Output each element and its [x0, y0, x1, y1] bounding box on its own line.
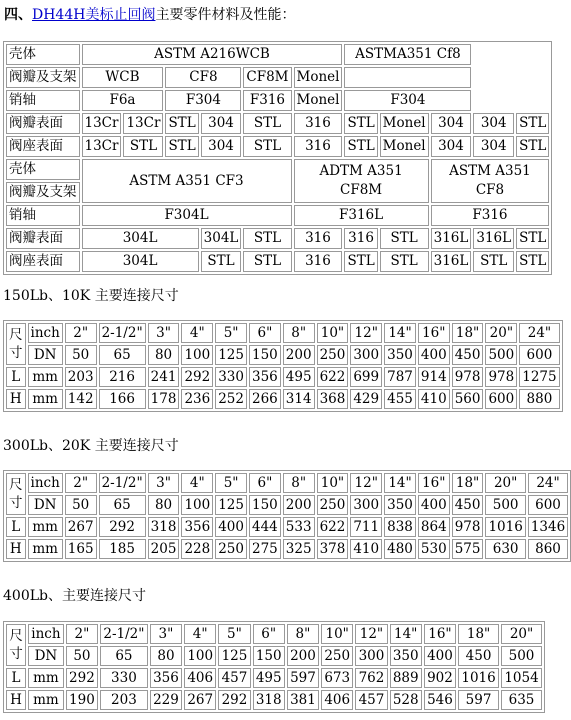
material-cell: F6a: [82, 90, 164, 111]
dimensions-table-400lb: [3, 621, 545, 713]
materials-row: [6, 228, 549, 249]
material-cell: ASTM A351 CF3: [82, 159, 292, 203]
material-cell: ASTMA351 Cf8: [344, 44, 471, 65]
dimension-row: [6, 668, 542, 688]
dimension-cell: 6": [249, 473, 281, 493]
material-cell: 13Cr: [82, 136, 122, 157]
dimension-cell: 125: [215, 495, 247, 515]
material-cell: F316: [243, 90, 291, 111]
dimension-label: L: [6, 367, 26, 387]
dimension-cell: 3": [150, 624, 182, 644]
dimension-cell: 978: [452, 517, 484, 537]
dimension-cell: 635: [501, 690, 542, 710]
dimension-cell: 2-1/2": [99, 323, 146, 343]
dimension-cell: 125: [215, 345, 247, 365]
dimension-cell: 292: [99, 517, 146, 537]
dimension-cell: 400: [424, 646, 456, 666]
dimension-label: DN: [28, 495, 63, 515]
material-cell: 304L: [82, 228, 199, 249]
material-cell: Monel: [380, 113, 429, 134]
dimension-cell: 50: [65, 495, 97, 515]
dimension-label: H: [6, 539, 26, 559]
dimension-cell: 250: [317, 495, 349, 515]
dimension-cell: 330: [100, 668, 148, 688]
dimension-cell: 200: [283, 345, 315, 365]
dimension-cell: 762: [355, 668, 387, 688]
material-cell: 316L: [431, 251, 472, 272]
dimension-cell: 203: [100, 690, 148, 710]
row-label: 阀瓣及支架: [6, 67, 80, 88]
dimension-cell: 450: [458, 646, 499, 666]
dimension-cell: 860: [528, 539, 568, 559]
dimension-cell: 80: [150, 646, 182, 666]
dimension-row: [6, 646, 542, 666]
dimension-cell: 65: [99, 495, 146, 515]
dimension-cell: 444: [249, 517, 281, 537]
dimension-cell: 20": [485, 473, 525, 493]
dimension-cell: 200: [287, 646, 319, 666]
caption-400lb: 400Lb、主要连接尺寸: [3, 588, 146, 604]
material-cell: Monel: [380, 136, 429, 157]
dimension-cell: 2": [65, 323, 97, 343]
dimension-cell: 1346: [528, 517, 568, 537]
row-label: 阀瓣及支架: [6, 182, 80, 203]
dimension-cell: 368: [317, 389, 349, 409]
dimension-row: [6, 624, 542, 644]
dimension-cell: 203: [65, 367, 97, 387]
dimension-cell: 150: [249, 495, 281, 515]
dimension-cell: 252: [215, 389, 247, 409]
dimension-cell: 241: [148, 367, 180, 387]
dimension-cell: 381: [287, 690, 319, 710]
dimension-label: L: [6, 517, 26, 537]
material-cell: STL: [165, 113, 198, 134]
materials-row: [6, 205, 549, 226]
material-cell: 304: [431, 113, 472, 134]
dimension-cell: 2": [65, 473, 97, 493]
size-label: 尺寸: [6, 323, 26, 365]
dimension-cell: 18": [452, 473, 484, 493]
dimension-label: DN: [28, 345, 63, 365]
material-cell: 304: [431, 136, 472, 157]
dimension-cell: 495: [283, 367, 315, 387]
material-cell: ADTM A351 CF8M: [294, 159, 429, 203]
dimension-cell: 500: [485, 345, 517, 365]
dimension-cell: 14": [390, 624, 422, 644]
materials-row: [6, 113, 549, 134]
dimension-label: H: [6, 690, 26, 710]
dimension-cell: 400: [418, 495, 450, 515]
dimension-cell: 480: [384, 539, 416, 559]
material-cell: F304: [344, 90, 471, 111]
dimension-cell: 2": [66, 624, 98, 644]
dimension-cell: 787: [384, 367, 416, 387]
material-cell: Monel: [294, 90, 343, 111]
material-cell: STL: [243, 136, 291, 157]
material-cell: 304L: [201, 228, 242, 249]
dimension-cell: 2-1/2": [100, 624, 148, 644]
materials-row: [6, 44, 549, 65]
dimension-cell: 20": [501, 624, 542, 644]
dimension-cell: 292: [66, 668, 98, 688]
dimension-row: [6, 495, 568, 515]
material-cell: 13Cr: [123, 113, 163, 134]
dimension-cell: 267: [65, 517, 97, 537]
row-label: 销轴: [6, 205, 80, 226]
dimension-row: [6, 539, 568, 559]
dimension-cell: 200: [283, 495, 315, 515]
material-cell: 316L: [473, 228, 514, 249]
materials-row: [6, 67, 549, 88]
dimension-cell: 914: [418, 367, 450, 387]
dimension-cell: 560: [452, 389, 484, 409]
dimension-cell: 250: [321, 646, 353, 666]
dimension-cell: 292: [218, 690, 250, 710]
dimension-label: mm: [28, 367, 63, 387]
dimension-cell: 978: [485, 367, 517, 387]
material-cell: STL: [243, 251, 291, 272]
dimension-cell: 600: [485, 389, 517, 409]
material-cell: STL: [123, 136, 163, 157]
dimension-cell: 12": [350, 473, 382, 493]
material-cell: CF8: [165, 67, 241, 88]
dimension-cell: 1275: [519, 367, 559, 387]
dimension-label: inch: [28, 473, 63, 493]
dimension-cell: 14": [384, 473, 416, 493]
material-cell: 316L: [431, 228, 472, 249]
dimension-cell: 8": [283, 473, 315, 493]
dimension-cell: 1016: [458, 668, 499, 688]
row-label: 阀瓣表面: [6, 228, 80, 249]
dimension-cell: 5": [215, 323, 247, 343]
material-cell: 316: [344, 228, 377, 249]
material-cell: 316: [294, 136, 343, 157]
dimension-cell: 300: [350, 495, 382, 515]
dimension-cell: 978: [452, 367, 484, 387]
dimension-cell: 1054: [501, 668, 542, 688]
dimension-cell: 600: [519, 345, 559, 365]
dimension-cell: 292: [181, 367, 213, 387]
dimension-cell: 450: [452, 345, 484, 365]
dimension-cell: 150: [249, 345, 281, 365]
dimension-cell: 18": [452, 323, 484, 343]
section-heading: [4, 4, 295, 24]
dimension-cell: 228: [181, 539, 213, 559]
row-label: 阀座表面: [6, 136, 80, 157]
material-cell: STL: [243, 228, 291, 249]
material-cell: F316L: [294, 205, 429, 226]
dimension-row: [6, 473, 568, 493]
dimension-cell: 4": [184, 624, 216, 644]
dimension-cell: 24": [519, 323, 559, 343]
dimension-cell: 5": [215, 473, 247, 493]
row-label: 阀座表面: [6, 251, 80, 272]
dimension-cell: 356: [181, 517, 213, 537]
dimension-cell: 330: [215, 367, 247, 387]
dimension-cell: 410: [350, 539, 382, 559]
dimension-label: inch: [28, 323, 63, 343]
dimension-cell: 350: [384, 495, 416, 515]
dimension-cell: 406: [184, 668, 216, 688]
dimension-cell: 250: [215, 539, 247, 559]
dimension-cell: 150: [253, 646, 285, 666]
material-cell: 304: [201, 136, 242, 157]
dimension-label: L: [6, 668, 26, 688]
material-cell: STL: [201, 251, 242, 272]
dimension-cell: 495: [253, 668, 285, 688]
material-cell: STL: [380, 251, 429, 272]
material-cell: 304: [473, 136, 514, 157]
row-label: 壳体: [6, 159, 80, 180]
dimension-cell: 100: [181, 345, 213, 365]
dimension-label: H: [6, 389, 26, 409]
dimensions-table-150lb: [3, 320, 563, 412]
dimension-cell: 314: [283, 389, 315, 409]
heading-prefix: 四、: [4, 7, 32, 23]
dimension-cell: 16": [424, 624, 456, 644]
dimensions-table-300lb: [3, 470, 571, 562]
dimension-cell: 450: [452, 495, 484, 515]
dimension-label: mm: [28, 517, 63, 537]
dimension-cell: 318: [253, 690, 285, 710]
material-cell: Monel: [294, 67, 343, 88]
material-cell: ASTM A216WCB: [82, 44, 343, 65]
dimension-cell: 325: [283, 539, 315, 559]
heading-suffix: 主要零件材料及性能：: [155, 7, 296, 23]
dimension-cell: 8": [283, 323, 315, 343]
dimension-cell: 236: [181, 389, 213, 409]
dimension-cell: 185: [99, 539, 146, 559]
material-cell: STL: [516, 228, 549, 249]
material-cell: ASTM A351 CF8: [431, 159, 550, 203]
dimension-cell: 250: [317, 345, 349, 365]
dimension-cell: 356: [150, 668, 182, 688]
material-cell: STL: [473, 251, 514, 272]
material-cell: WCB: [82, 67, 164, 88]
material-cell: 316: [294, 113, 343, 134]
dimension-cell: 24": [528, 473, 568, 493]
material-cell: CF8M: [243, 67, 291, 88]
materials-table: [3, 41, 552, 275]
material-cell: STL: [165, 136, 198, 157]
dimension-cell: 410: [418, 389, 450, 409]
size-label: 尺寸: [6, 473, 26, 515]
dimension-cell: 65: [100, 646, 148, 666]
dimension-cell: 12": [355, 624, 387, 644]
dimension-row: [6, 323, 560, 343]
dimension-cell: 16": [418, 473, 450, 493]
dimension-cell: 229: [150, 690, 182, 710]
dimension-cell: 457: [218, 668, 250, 688]
dimension-cell: 4": [181, 323, 213, 343]
dimension-cell: 190: [66, 690, 98, 710]
dimension-cell: 500: [501, 646, 542, 666]
materials-row: [6, 90, 549, 111]
dimension-cell: 889: [390, 668, 422, 688]
dimension-cell: 14": [384, 323, 416, 343]
dimension-cell: 622: [317, 517, 349, 537]
dimension-cell: 6": [253, 624, 285, 644]
dimension-cell: 378: [317, 539, 349, 559]
material-cell: 316: [294, 228, 343, 249]
dimension-cell: 528: [390, 690, 422, 710]
caption-300lb: 300Lb、20K 主要连接尺寸: [3, 438, 179, 454]
dimension-cell: 275: [249, 539, 281, 559]
dimension-cell: 65: [99, 345, 146, 365]
dimension-cell: 356: [249, 367, 281, 387]
dimension-cell: 530: [418, 539, 450, 559]
material-cell: F304: [165, 90, 241, 111]
dimension-cell: 10": [317, 323, 349, 343]
dimension-cell: 318: [148, 517, 180, 537]
dimension-cell: 216: [99, 367, 146, 387]
dimension-label: mm: [28, 389, 63, 409]
dimension-cell: 864: [418, 517, 450, 537]
dimension-cell: 429: [350, 389, 382, 409]
dimension-cell: 400: [215, 517, 247, 537]
dimension-cell: 10": [321, 624, 353, 644]
dimension-cell: 80: [148, 345, 180, 365]
dimension-cell: 10": [317, 473, 349, 493]
dimension-cell: 4": [181, 473, 213, 493]
dimension-label: mm: [28, 690, 64, 710]
dimension-cell: 50: [65, 345, 97, 365]
dimension-cell: 575: [452, 539, 484, 559]
material-cell: STL: [344, 251, 377, 272]
row-label: 销轴: [6, 90, 80, 111]
material-cell: STL: [344, 113, 377, 134]
dimension-cell: 142: [65, 389, 97, 409]
material-cell: F304L: [82, 205, 292, 226]
material-cell: 316: [294, 251, 343, 272]
dimension-cell: 6": [249, 323, 281, 343]
dimension-row: [6, 345, 560, 365]
dimension-cell: 711: [350, 517, 382, 537]
materials-row: [6, 159, 549, 180]
row-label: 阀瓣表面: [6, 113, 80, 134]
size-label: 尺寸: [6, 624, 26, 666]
dimension-cell: 597: [287, 668, 319, 688]
material-cell: 304: [473, 113, 514, 134]
dimension-cell: 20": [485, 323, 517, 343]
material-cell: STL: [516, 136, 549, 157]
material-cell: 304: [201, 113, 242, 134]
dimension-cell: 902: [424, 668, 456, 688]
dimension-row: [6, 389, 560, 409]
dimension-cell: 699: [350, 367, 382, 387]
material-cell: STL: [516, 251, 549, 272]
dimension-cell: 673: [321, 668, 353, 688]
material-cell: STL: [516, 113, 549, 134]
material-cell: STL: [243, 113, 291, 134]
dimension-cell: 16": [418, 323, 450, 343]
dimension-cell: 838: [384, 517, 416, 537]
dimension-cell: 350: [390, 646, 422, 666]
dimension-cell: 300: [355, 646, 387, 666]
dimension-cell: 500: [485, 495, 525, 515]
product-link[interactable]: DH44H美标止回阀: [32, 7, 156, 23]
dimension-cell: 18": [458, 624, 499, 644]
dimension-cell: 350: [384, 345, 416, 365]
dimension-cell: 178: [148, 389, 180, 409]
materials-row: [6, 136, 549, 157]
dimension-cell: 205: [148, 539, 180, 559]
dimension-label: inch: [28, 624, 64, 644]
material-cell: STL: [380, 228, 429, 249]
dimension-cell: 300: [350, 345, 382, 365]
dimension-row: [6, 517, 568, 537]
dimension-cell: 622: [317, 367, 349, 387]
dimension-cell: 457: [355, 690, 387, 710]
material-cell: 304L: [82, 251, 199, 272]
dimension-label: mm: [28, 668, 64, 688]
dimension-cell: 50: [66, 646, 98, 666]
dimension-cell: 1016: [485, 517, 525, 537]
dimension-cell: 600: [528, 495, 568, 515]
dimension-cell: 5": [218, 624, 250, 644]
dimension-label: mm: [28, 539, 63, 559]
dimension-cell: 880: [519, 389, 559, 409]
dimension-cell: 3": [148, 473, 180, 493]
dimension-cell: 3": [148, 323, 180, 343]
dimension-row: [6, 690, 542, 710]
dimension-cell: 400: [418, 345, 450, 365]
dimension-cell: 125: [218, 646, 250, 666]
dimension-cell: 100: [181, 495, 213, 515]
materials-row: [6, 251, 549, 272]
dimension-cell: 166: [99, 389, 146, 409]
dimension-cell: 597: [458, 690, 499, 710]
material-cell: 13Cr: [82, 113, 122, 134]
dimension-cell: 80: [148, 495, 180, 515]
row-label: 壳体: [6, 44, 80, 65]
dimension-cell: 165: [65, 539, 97, 559]
dimension-cell: 546: [424, 690, 456, 710]
dimension-cell: 8": [287, 624, 319, 644]
dimension-cell: 533: [283, 517, 315, 537]
dimension-cell: 100: [184, 646, 216, 666]
dimension-cell: 630: [485, 539, 525, 559]
dimension-cell: 266: [249, 389, 281, 409]
material-cell: [344, 67, 471, 88]
caption-150lb: 150Lb、10K 主要连接尺寸: [3, 288, 179, 304]
dimension-row: [6, 367, 560, 387]
dimension-cell: 12": [350, 323, 382, 343]
material-cell: F316: [431, 205, 550, 226]
dimension-label: DN: [28, 646, 64, 666]
dimension-cell: 406: [321, 690, 353, 710]
dimension-cell: 455: [384, 389, 416, 409]
dimension-cell: 2-1/2": [99, 473, 146, 493]
material-cell: STL: [344, 136, 377, 157]
dimension-cell: 267: [184, 690, 216, 710]
